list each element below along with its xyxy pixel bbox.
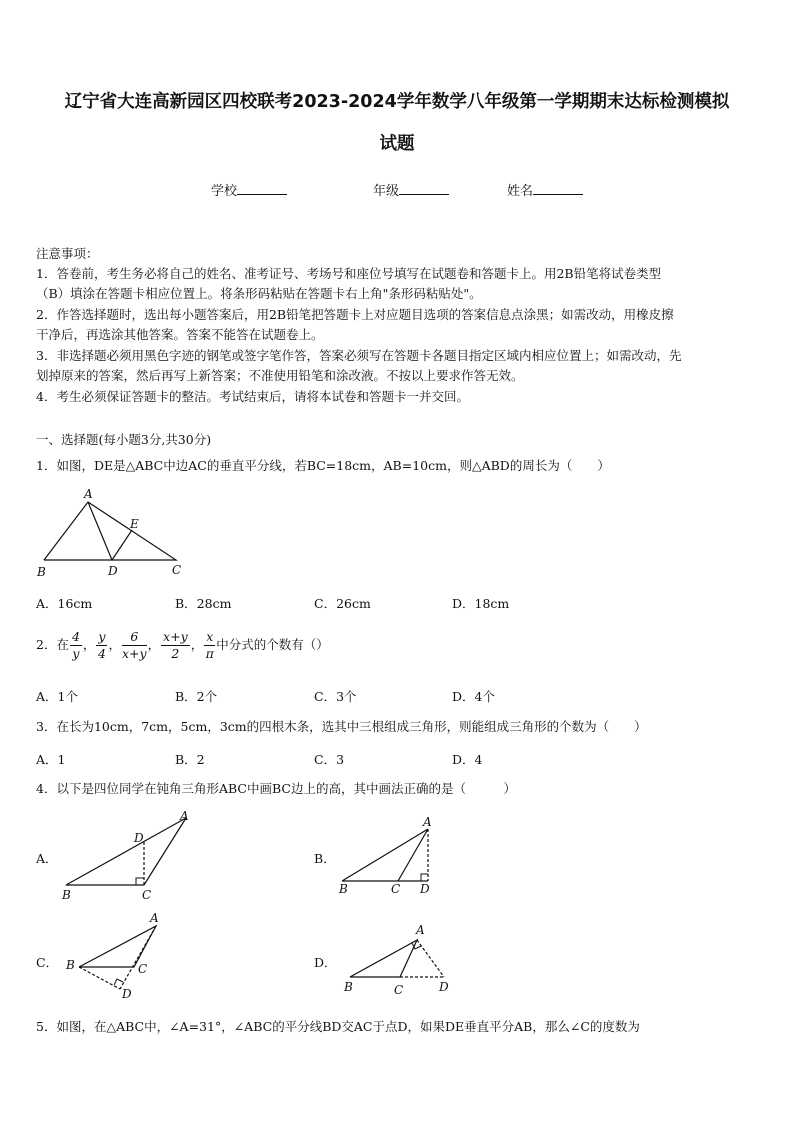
name-label: 姓名 — [507, 184, 534, 199]
q4a-label-a: A — [180, 809, 189, 823]
school-label: 学校 — [211, 184, 238, 199]
q2-option-c[interactable]: C．3个 — [314, 689, 357, 704]
q2-frac2-den: 4 — [97, 646, 106, 661]
note-line: 干净后，再选涂其他答案。答案不能答在试题卷上。 — [36, 327, 324, 342]
q4c-extension — [79, 967, 120, 989]
q3-option-a[interactable]: A．1 — [36, 752, 66, 767]
note-line: 2．作答选择题时，选出每小题答案后，用2B铅笔把答题卡上对应题目选项的答案信息点涂黑；如需改动，用橡皮擦 — [36, 307, 674, 322]
q4d-label-c: C — [394, 983, 404, 997]
note-line: 1．答卷前，考生务必将自己的姓名、准考证号、考场号和座位号填写在试题卷和答题卡上。用2B铅笔将试卷类型 — [36, 266, 662, 281]
question-2-text — [36, 628, 329, 662]
grade-field[interactable] — [373, 180, 449, 199]
q1-segment-de — [112, 530, 132, 560]
q2-frac3-den: x+y — [122, 646, 147, 661]
q2-option-d[interactable]: D．4个 — [452, 689, 495, 704]
q1-option-c[interactable]: C．26cm — [314, 596, 371, 611]
q4-figure-b — [334, 812, 444, 902]
notes-heading: 注意事项： — [36, 246, 99, 261]
q4c-label-d: D — [122, 987, 132, 1001]
question-5-text: 5．如图，在△ABC中，∠A=31°，∠ABC的平分线BD交AC于点D，如果DE垂直平分AB，那么∠C的度数为 — [36, 1019, 640, 1034]
question-1-text: 1．如图，DE是△ABC中边AC的垂直平分线，若BC=18cm，AB=10cm，则△ABD的周长为（ ） — [36, 458, 610, 473]
q4b-label-b: B — [339, 882, 348, 896]
section-heading: 一、选择题(每小题3分,共30分) — [36, 432, 212, 447]
q4a-label-d: D — [134, 831, 144, 845]
q4-option-a[interactable]: A． — [36, 851, 58, 866]
q2-fraction-2 — [96, 629, 107, 662]
q4-figure-c — [62, 907, 172, 1003]
note-line: 3．非选择题必须用黑色字迹的钢笔或签字笔作答，答案必须写在答题卡各题目指定区域内相应位置上；如需改动，先 — [36, 348, 682, 363]
q4-figure-a — [56, 808, 202, 902]
q1-label-a: A — [84, 487, 93, 501]
q1-option-a[interactable]: A．16cm — [36, 596, 93, 611]
q2-fraction-4 — [161, 629, 190, 662]
q2-fraction-3 — [122, 629, 147, 662]
q4b-right-angle — [421, 874, 428, 881]
q2-option-b[interactable]: B．2个 — [175, 689, 218, 704]
q4d-dashed-side — [417, 940, 444, 977]
q2-frac2-num: y — [98, 629, 106, 644]
q1-figure — [30, 486, 190, 582]
q1-option-d[interactable]: D．18cm — [452, 596, 510, 611]
page-title: 辽宁省大连高新园区四校联考2023-2024学年数学八年级第一学期期末达标检测模拟 — [64, 92, 730, 112]
grade-blank[interactable] — [399, 181, 449, 195]
q1-label-e: E — [130, 517, 139, 531]
question-3-text: 3．在长为10cm，7cm，5cm，3cm的四根木条，选其中三根组成三角形，则能组成三角形的个数为（ ） — [36, 719, 647, 734]
q3-option-c[interactable]: C．3 — [314, 752, 345, 767]
q1-option-b[interactable]: B．28cm — [175, 596, 232, 611]
q2-sep: ， — [82, 637, 96, 652]
q1-label-b: B — [37, 565, 46, 579]
school-field[interactable] — [211, 180, 287, 199]
q4b-triangle — [342, 829, 428, 881]
q2-fraction-1 — [70, 629, 82, 662]
q2-sep: ， — [190, 637, 204, 652]
grade-label: 年级 — [373, 184, 400, 199]
q4a-right-angle — [136, 878, 144, 885]
q4b-label-c: C — [391, 882, 401, 896]
q2-sep: ， — [147, 637, 161, 652]
q4-option-b[interactable]: B． — [314, 851, 336, 866]
q2-fraction-5 — [204, 629, 215, 662]
page-title-line2: 试题 — [379, 134, 415, 154]
q1-segment-ad — [88, 502, 112, 560]
q4c-label-c: C — [138, 962, 148, 976]
school-blank[interactable] — [237, 181, 287, 195]
name-blank[interactable] — [533, 181, 583, 195]
q2-frac5-den: π — [205, 646, 214, 661]
q2-frac5-num: x — [206, 629, 214, 644]
q1-triangle-abc — [44, 502, 176, 560]
q2-suffix: 中分式的个数有（） — [216, 637, 329, 652]
note-line: 划掉原来的答案，然后再写上新答案；不准使用铅笔和涂改液。不按以上要求作答无效。 — [36, 368, 524, 383]
q4-figure-d — [340, 920, 460, 1000]
q4d-label-b: B — [344, 980, 353, 994]
q1-label-c: C — [172, 563, 182, 577]
q4d-triangle — [350, 940, 417, 977]
q2-prefix: 2．在 — [36, 637, 69, 652]
q4c-label-b: B — [66, 958, 75, 972]
q4-option-d[interactable]: D． — [314, 955, 337, 970]
q1-label-d: D — [108, 564, 118, 578]
student-info-row — [0, 180, 794, 200]
q2-frac1-den: y — [72, 646, 80, 661]
q2-frac4-num: x+y — [163, 629, 188, 644]
question-4-text: 4．以下是四位同学在钝角三角形ABC中画BC边上的高，其中画法正确的是（ ） — [36, 781, 516, 796]
note-line: 4．考生必须保证答题卡的整洁。考试结束后，请将本试卷和答题卡一并交回。 — [36, 389, 469, 404]
q4c-triangle — [79, 926, 156, 967]
q4a-triangle — [66, 818, 186, 885]
q2-frac1-num: 4 — [71, 629, 80, 644]
q3-option-d[interactable]: D．4 — [452, 752, 483, 767]
q4a-label-b: B — [62, 888, 71, 902]
q4a-label-c: C — [142, 888, 152, 902]
name-field[interactable] — [507, 180, 583, 199]
q2-frac4-den: 2 — [171, 646, 180, 661]
q3-option-b[interactable]: B．2 — [175, 752, 205, 767]
q4d-label-d: D — [439, 980, 449, 994]
q2-sep: ， — [108, 637, 121, 652]
q4c-label-a: A — [150, 911, 159, 925]
q4-option-c[interactable]: C． — [36, 955, 59, 970]
q4d-label-a: A — [416, 923, 425, 937]
q4c-right-angle — [114, 979, 123, 985]
q2-option-a[interactable]: A．1个 — [36, 689, 78, 704]
q4b-label-d: D — [420, 882, 430, 896]
q2-frac3-num: 6 — [122, 629, 147, 646]
q4b-label-a: A — [423, 815, 432, 829]
note-line: （B）填涂在答题卡相应位置上。将条形码粘贴在答题卡右上角"条形码粘贴处"。 — [36, 286, 482, 301]
